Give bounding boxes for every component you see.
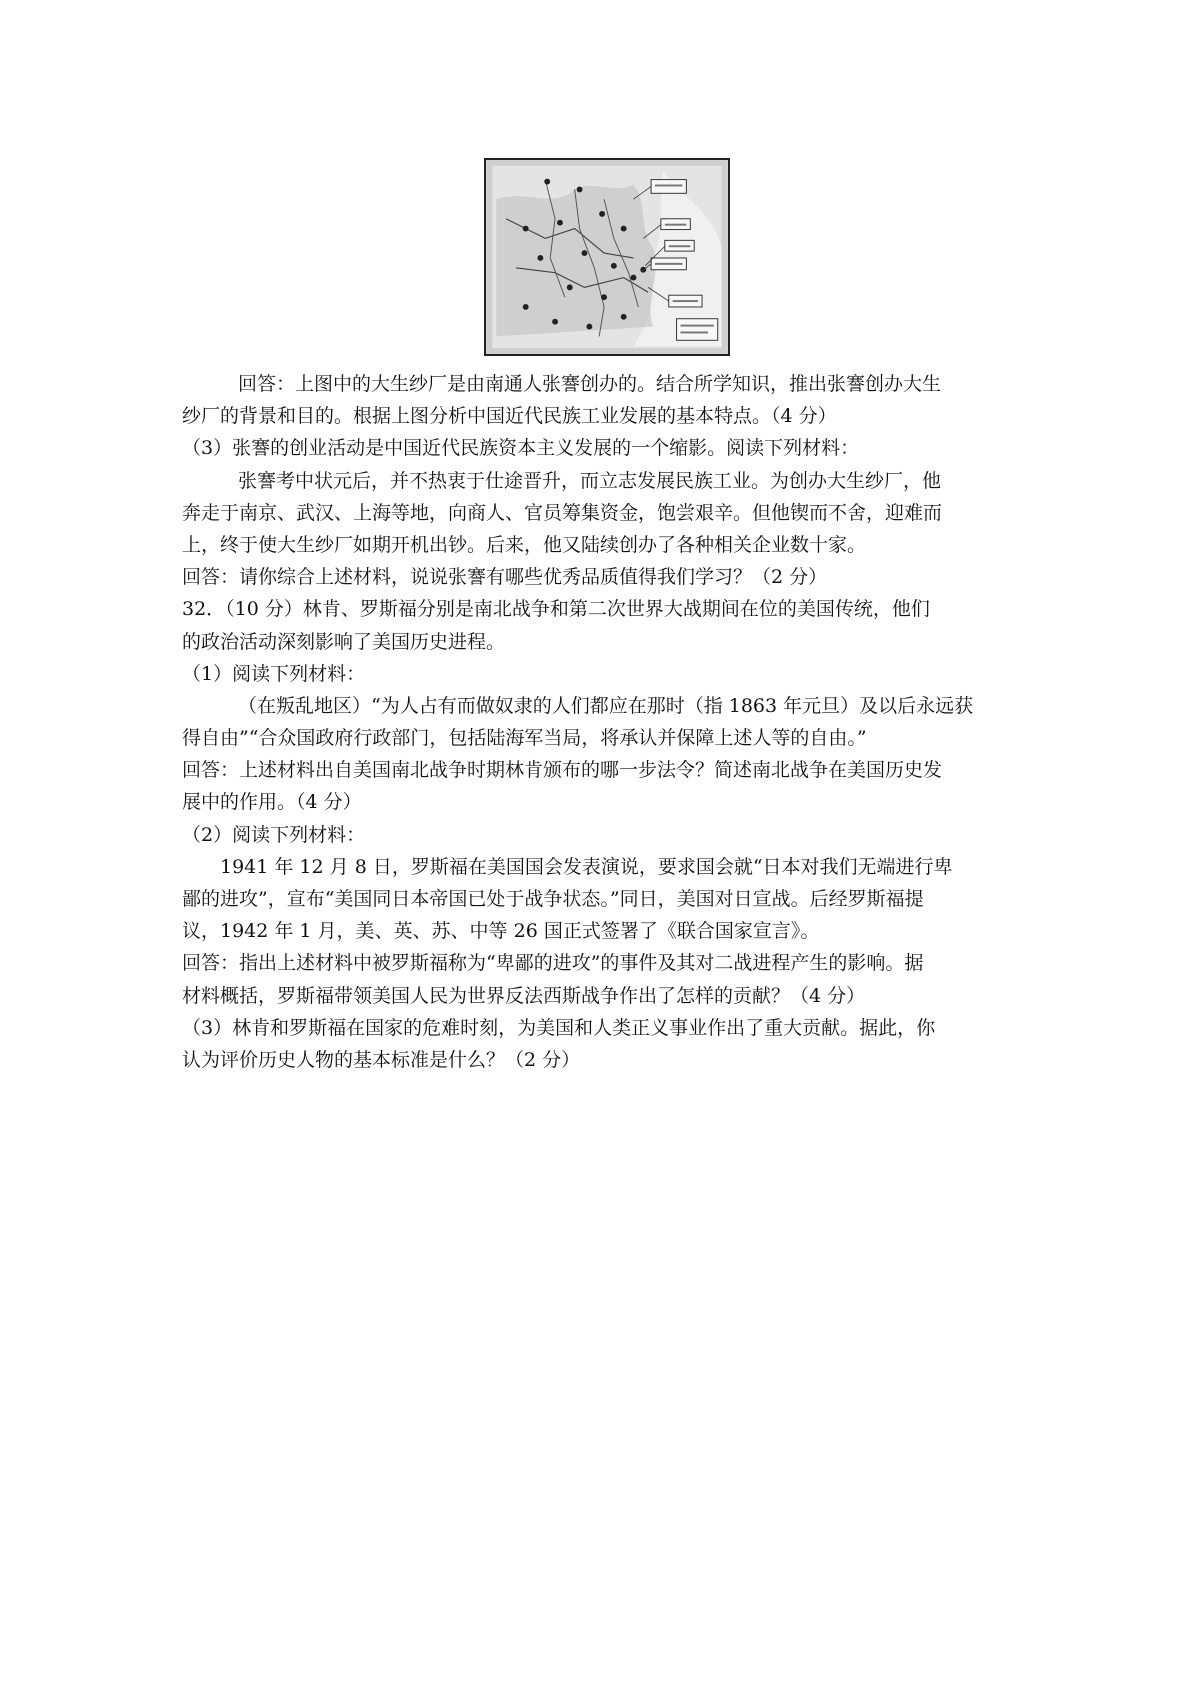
paragraph-line: 回答：指出上述材料中被罗斯福称为“卑鄙的进攻”的事件及其对二战进程产生的影响。据 <box>182 952 924 975</box>
paragraph-line: 1941 年 12 月 8 日，罗斯福在美国国会发表演说，要求国会就“日本对我们无端进行卑 <box>220 855 953 878</box>
paragraph-line: 材料概括，罗斯福带领美国人民为世界反法西斯战争作出了怎样的贡献？（4 分） <box>182 984 866 1007</box>
paragraph-line: 的政治活动深刻影响了美国历史进程。 <box>182 630 506 653</box>
paragraph-line: 32．（10 分）林肯、罗斯福分别是南北战争和第二次世界大战期间在位的美国传统，他们 <box>182 598 930 621</box>
paragraph-line: 纱厂的背景和目的。根据上图分析中国近代民族工业发展的基本特点。（4 分） <box>182 405 837 428</box>
paragraph-line: 鄙的进攻”，宣布“美国同日本帝国已处于战争状态。”同日，美国对日宣战。后经罗斯福提 <box>182 888 924 910</box>
paragraph-line: 认为评价历史人物的基本标准是什么？（2 分） <box>182 1048 581 1071</box>
paragraph-line: 回答：上图中的大生纱厂是由南通人张謇创办的。结合所学知识，推出张謇创办大生 <box>238 373 942 395</box>
map-icon <box>486 160 728 354</box>
paragraph-line: （1）阅读下列材料： <box>182 662 366 685</box>
paragraph-line: 奔走于南京、武汉、上海等地，向商人、官员筹集资金，饱尝艰辛。但他锲而不舍，迎难而 <box>182 501 943 524</box>
map-image <box>484 158 730 356</box>
paragraph-line: 回答：请你综合上述材料，说说张謇有哪些优秀品质值得我们学习？（2 分） <box>182 566 828 589</box>
paragraph-line: 得自由”“合众国政府行政部门，包括陆海军当局，将承认并保障上述人等的自由。” <box>182 727 867 750</box>
question-text <box>182 368 1022 1076</box>
paragraph-line: （2）阅读下列材料： <box>182 823 366 846</box>
paragraph-line: 展中的作用。（4 分） <box>182 791 362 814</box>
paragraph-line: 议，1942 年 1 月，美、英、苏、中等 26 国正式签署了《联合国家宣言》。 <box>182 920 820 943</box>
paragraph-line: 张謇考中状元后，并不热衷于仕途晋升，而立志发展民族工业。为创办大生纱厂，他 <box>238 469 942 492</box>
paragraph-line: （在叛乱地区）“为人占有而做奴隶的人们都应在那时（指 1863 年元旦）及以后永远获 <box>238 694 974 717</box>
paragraph-line: （3）张謇的创业活动是中国近代民族资本主义发展的一个缩影。阅读下列材料： <box>182 437 860 460</box>
paragraph-line: 回答：上述材料出自美国南北战争时期林肯颁布的哪一步法令？简述南北战争在美国历史发 <box>182 759 943 782</box>
paragraph-line: （3）林肯和罗斯福在国家的危难时刻，为美国和人类正义事业作出了重大贡献。据此，你 <box>182 1016 936 1039</box>
paragraph-line: 上，终于使大生纱厂如期开机出钞。后来，他又陆续创办了各种相关企业数十家。 <box>182 533 867 556</box>
